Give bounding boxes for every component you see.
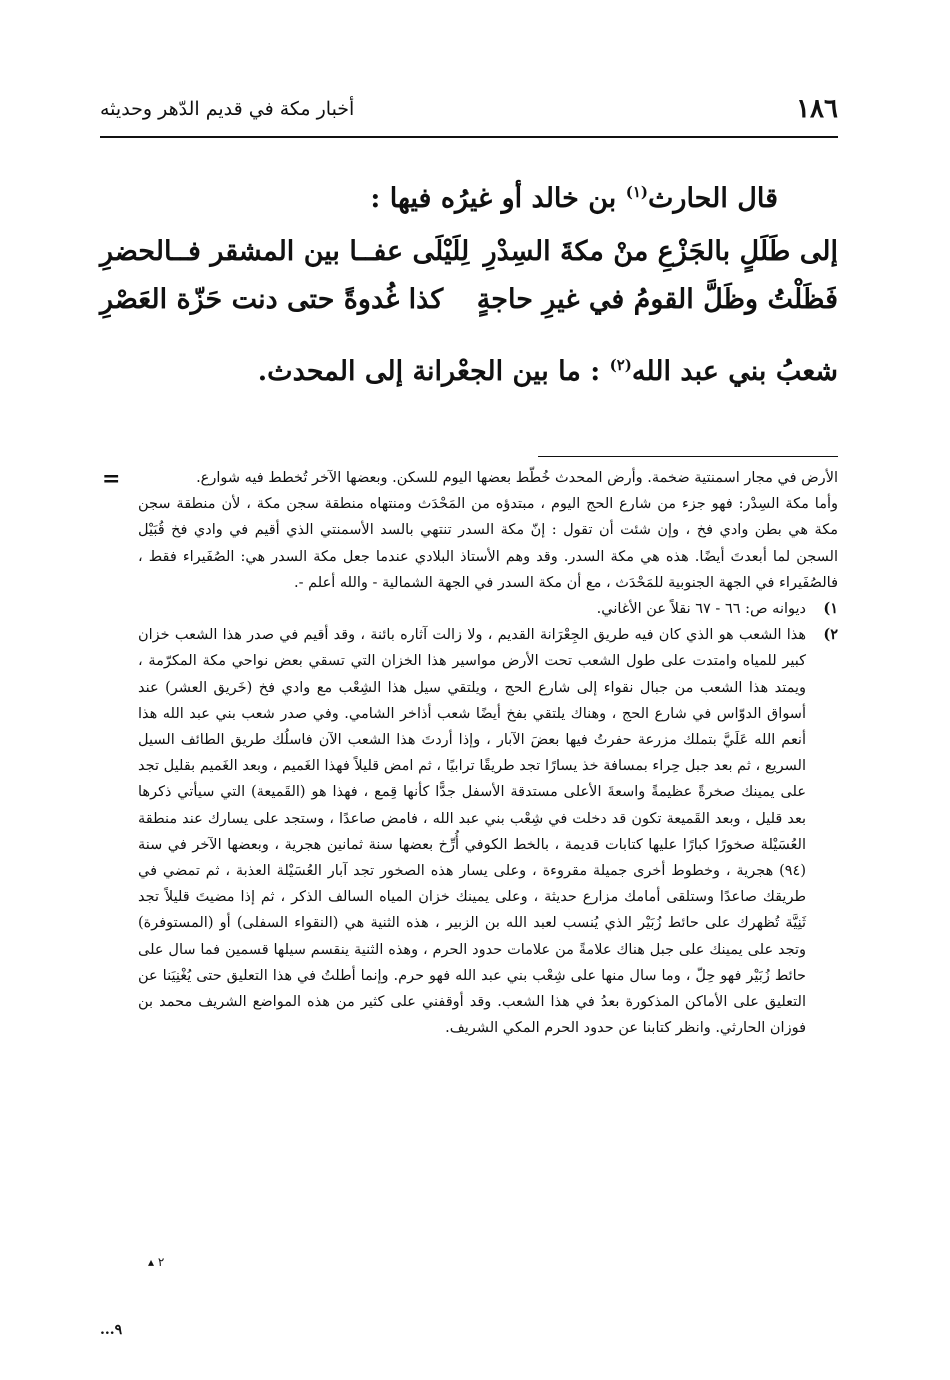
footnote-continuation: [138, 465, 838, 596]
header-rule: [100, 136, 838, 138]
running-header: [100, 94, 838, 128]
footnote-continuation-para-1: الأرض في مجار اسمنتية ضخمة. وأرض المحدث خُطّط بعضها اليوم للسكن. وبعضها الآخر تُخطط فيه شوارع.: [196, 470, 838, 486]
verse-2-second-hemistich: كذا غُدوةً حتى دنت حَزّة العَصْرِ: [100, 284, 444, 315]
intro-text: قال الحارث: [648, 183, 778, 214]
footnote-continuation-para-2: وأما مكة السِدْر: فهو جزء من شارع الحج اليوم ، مبتدؤه من المَحْدَث ومنتهاه منطقة سجن مكة ، لأن منطقة سجن مكة هي بطن وادي فخ ، وإن شئت أن تقول : إنّ مكة السدر تنتهي بالسد الأسمنتي الذي أقيم في وادي فخ قُبَيْل السجن لما أبعدتَ أيضًا. هذه هي مكة السدر. وقد وهم الأستاذ البلادي عندما جعل مكة السدر هي: الصُفَيراء فقط ، فالصُفَيراء في الجهة الجنوبية للمَحْدَث ، مع أن مكة السدر في الجهة الشمالية - والله أعلم -.: [138, 496, 838, 591]
intro-rest: بن خالد أو غيرُه فيها :: [370, 183, 617, 214]
place-entry: [100, 343, 838, 394]
footnote-separator: [538, 456, 838, 457]
footnote-1-text: ديوانه ص: ٦٦ - ٦٧ نقلاً عن الأغاني.: [596, 601, 806, 618]
footnote-2: [138, 622, 838, 1041]
running-title: أخبار مكة في قديم الدّهر وحديثه: [100, 98, 355, 120]
margin-mark: ٢ ▴: [148, 1255, 165, 1269]
place-description: : ما بين الجعْرانة إلى المحدث.: [257, 356, 601, 387]
footnote-1-number: ١): [823, 600, 838, 618]
place-name: شعبُ بني عبد الله: [631, 356, 838, 387]
verse-line-1: [100, 229, 838, 277]
footnote-2-number: ٢): [823, 626, 838, 644]
bottom-mark: ٩...: [100, 1322, 123, 1338]
page-number: ١٨٦: [796, 94, 838, 124]
continuation-mark: =: [102, 466, 121, 492]
footnotes: [138, 465, 838, 1041]
footnote-2-text: هذا الشعب هو الذي كان فيه طريق الجِعْرَانة القديم ، ولا زالت آثاره بائنة ، وقد أقيم في صدر هذا الشعب خزان كبير للمياه وامتدت على طول الشعب تحت الأرض مواسير هذا الخزان التي تسقي بعض نواحي مكة المكرّمة ، ويمتد هذا الشعب من جبال نقواء إلى شارع الحج ، ويلتقي سيل هذا الشِعْب مع وادي فخ (خَريق العشر) عند أسواق الدوّاس في شارع الحج ، وهناك يلتقي بفخ أيضًا شعب أذاخر الشامي. وفي صدر شعب بني عبد الله هذا أنعم الله عَلَيَّ بتملك مزرعة حفرتُ فيها بعضَ الآبار ، وإذا أردتَ هذا الشعب الآن فاسلُك طريق الطائف السيل السريع ، ثم بعد جبل حِراء بمسافة خذ يسارًا تجد طريقًا ترابيًا ، ثم امض قليلاً فهذا الغَميم ، وبعد الغَميم بقليل تجد على يمينك صخرةً عظيمةً واسعةَ الأعلى مستدقة الأسفل جدًّا كأنها قِمع ، فهذا هو (القَميعة) التي سيأتي ذكرها بعد قليل ، وبعد القَميعة تكون قد دخلت في شِعْب بني عبد الله ، فامض صاعدًا ، وستجد على يسارك عند منطقة العُسَيْلة صخورًا كبارًا عليها كتابات قديمة ، بالخط الكوفي أُرِّخ بعضها سنة ثمانين هجرية ، وبعضها الآخر في سنة (٩٤) هجرية ، وخطوط أخرى جميلة مقروءة ، وعلى يسار هذه الصخور تجد آبار العُسَيْلة العذبة ، ثم تمضي في طريقك صاعدًا وستلقى أمامك مزارع حديثة ، وعلى يمينك خزان المياه السالف الذكر ، ثم إذا مضيتَ قليلاً تجد ثَنِيَّة تُظهرك على حائط زُبَيْر الذي يُنسب لعبد الله بن الزبير ، هذه الثنية هي (النقواء السفلى) أو (المستوفرة) وتجد على يمينك على جبل هناك علامةً من علامات حدود الحرم ، وهذه الثنية ينقسم سيلها قسمين فما سال على حائط زُبَيْر فهو حِلّ ، وما سال منها على شِعْب بني عبد الله فهو حرم. وإنما أطلتُ في هذا التعليق حتى يُغْنِيَنا عن التعليق على الأماكن المذكورة بعدُ في هذا الشعب. وقد أوقفني على كثير من هذه المواضع الشريف محمد بن فوزان الحارثي. وانظر كتابنا عن حدود الحرم المكي الشريف.: [138, 627, 806, 1037]
verse-line-2: [100, 277, 838, 325]
verse-1-second-hemistich: لِلَيْلَى عفــا بين المشقر فــالحضرِ: [100, 236, 470, 267]
verse-1-first-hemistich: إلى طَلَلٍ بالجَزْعِ منْ مكةَ السِدْرِ: [483, 236, 838, 267]
main-text: [100, 170, 838, 394]
footnote-ref-2[interactable]: (٢): [609, 356, 632, 374]
verse-2-first-hemistich: فَظَلْتُ وظَلَّ القومُ في غيرِ حاجةٍ: [476, 284, 838, 315]
footnote-ref-1[interactable]: (١): [625, 183, 648, 201]
poem-intro: [100, 170, 778, 221]
footnote-1: [138, 596, 838, 622]
